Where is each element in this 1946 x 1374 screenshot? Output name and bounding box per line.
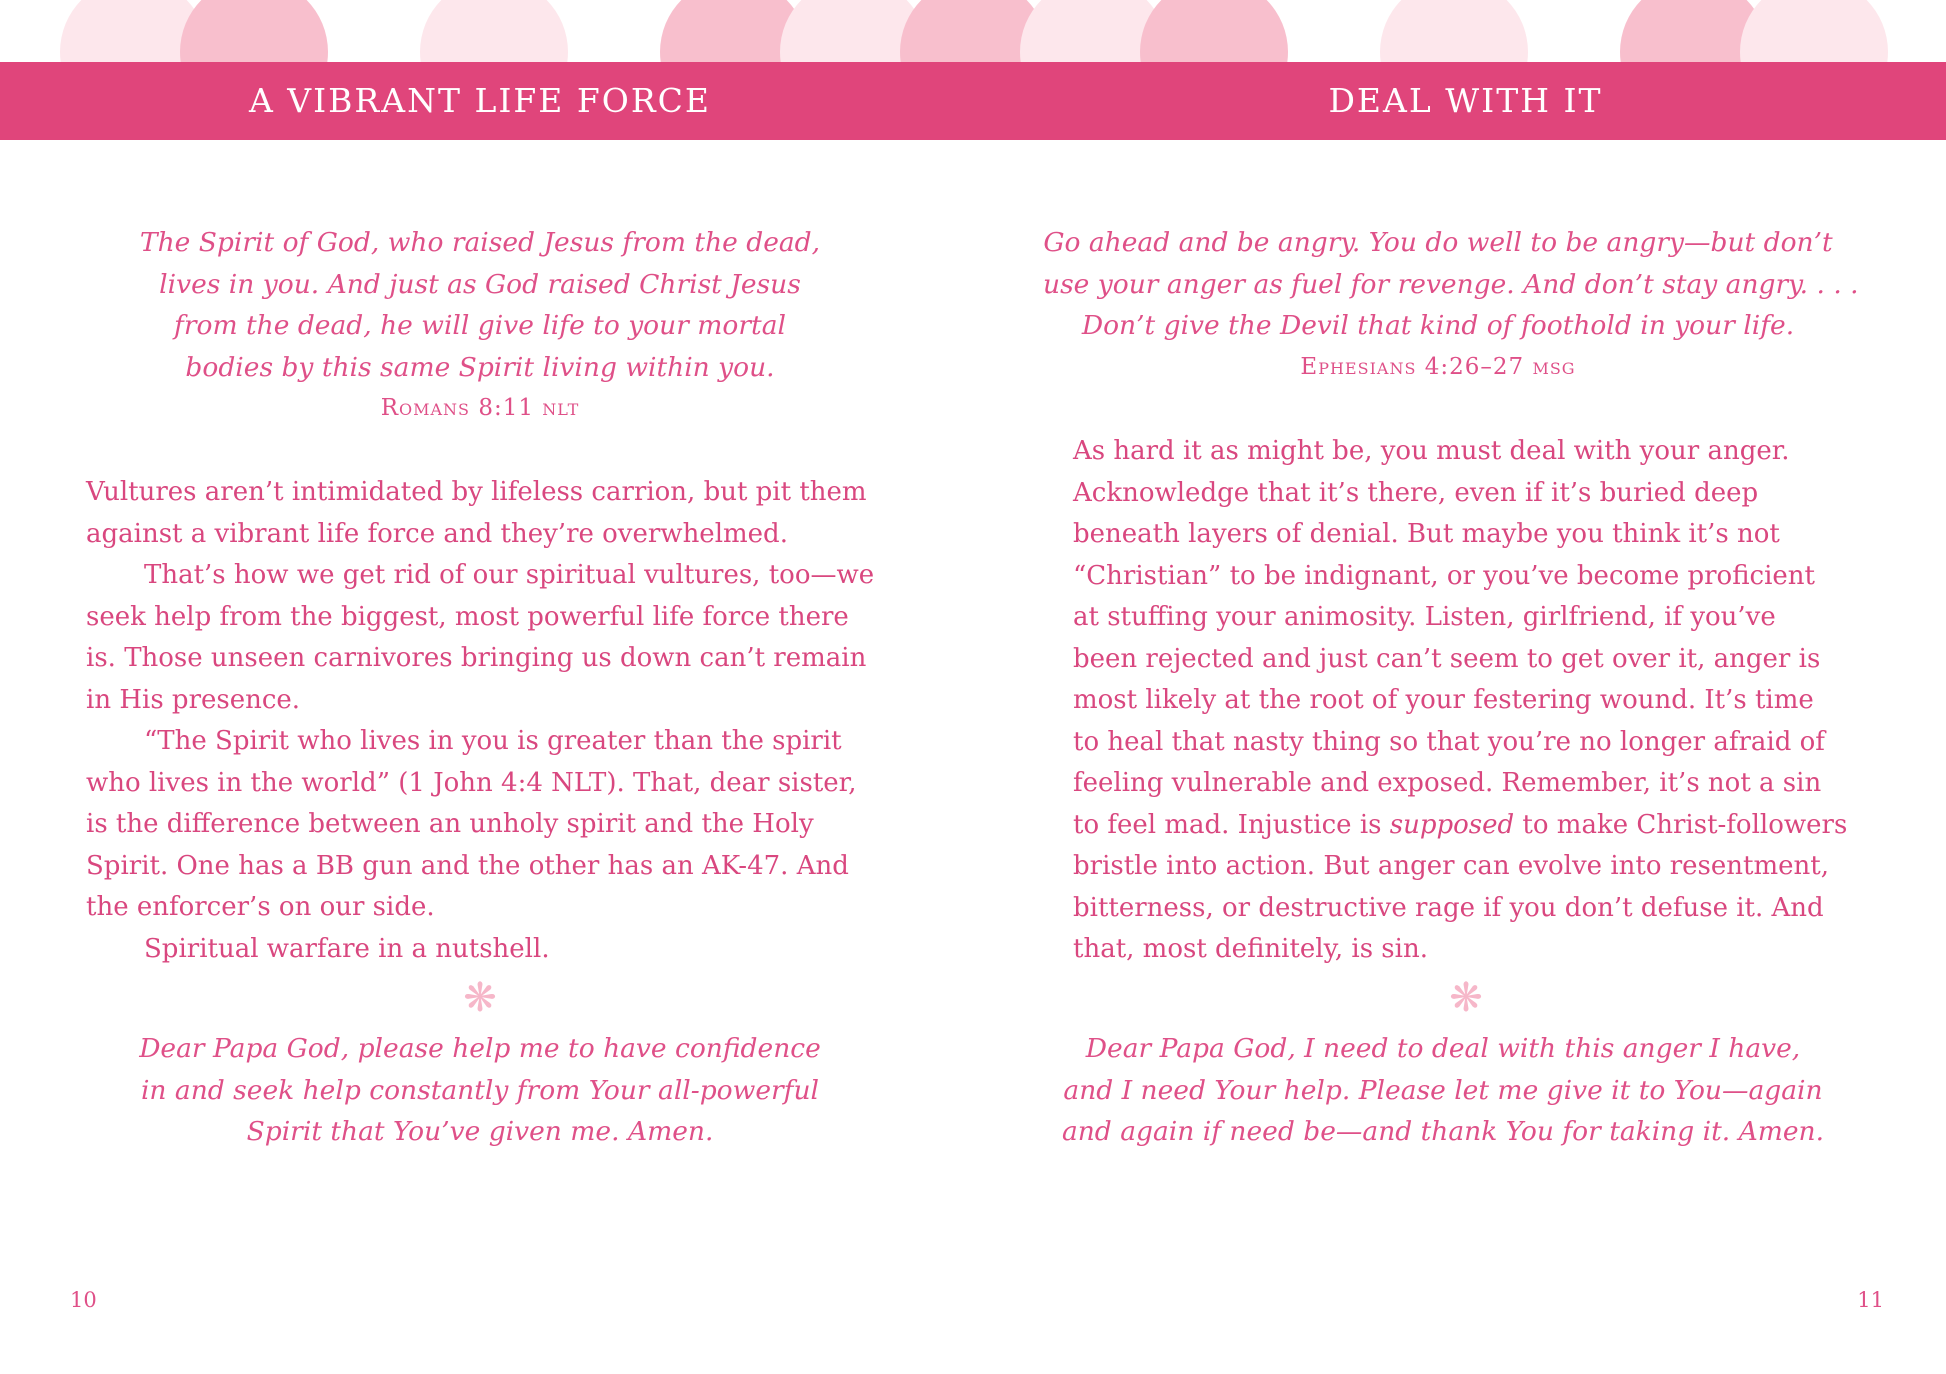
verse-line: Don’t give the Devil that kind of foothold in your life.	[1081, 310, 1795, 341]
body-line: bristle into action. But anger can evolve into resentment,	[1073, 851, 1829, 881]
emphasis-text: supposed	[1389, 809, 1515, 840]
body-line: that, most definitely, is sin.	[1073, 934, 1428, 964]
page-number: 10	[70, 1288, 97, 1312]
prayer-line: Dear Papa God, I need to deal with this anger I have,	[1085, 1033, 1801, 1064]
verse-line: The Spirit of God, who raised Jesus from the dead,	[139, 227, 821, 258]
body-line	[1073, 805, 1893, 847]
left-page	[0, 140, 973, 1374]
left-page-title: A VIBRANT LIFE FORCE	[248, 81, 712, 120]
body-line: who lives in the world” (1 John 4:4 NLT). That, dear sister,	[86, 767, 857, 798]
devotional-body	[1073, 431, 1893, 971]
prayer-line: Spirit that You’ve given me. Amen.	[246, 1116, 714, 1147]
verse-reference: Ephesians 4:26–27 msg	[1300, 353, 1576, 380]
body-line: seek help from the biggest, most powerful life force there	[86, 601, 849, 632]
body-line: the enforcer’s on our side.	[86, 892, 435, 922]
decorative-dot	[180, 0, 328, 62]
verse-line: lives in you. And just as God raised Christ Jesus	[159, 268, 801, 300]
verse-line: Go ahead and be angry. You do well to be angry—but don’t	[1043, 227, 1833, 258]
prayer-line: Dear Papa God, please help me to have confidence	[139, 1033, 821, 1064]
page-number: 11	[1857, 1288, 1884, 1312]
decorative-dot	[420, 0, 568, 62]
body-line: at stuffing your animosity. Listen, girlfriend, if you’ve	[1073, 602, 1776, 632]
verse-reference: Romans 8:11 nlt	[380, 395, 580, 421]
prayer-text	[110, 1028, 850, 1153]
body-line: is the difference between an unholy spirit and the Holy	[86, 809, 814, 839]
body-line: Vultures aren’t intimidated by lifeless carrion, but pit them	[86, 477, 867, 507]
prayer-line: and again if need be—and thank You for taking it. Amen.	[1061, 1116, 1825, 1147]
decorative-dot	[1380, 0, 1528, 62]
verse-line: from the dead, he will give life to your mortal	[174, 310, 786, 341]
body-text-segment: to make Christ-followers	[1514, 809, 1848, 840]
body-line: Spiritual warfare in a nutshell.	[144, 933, 550, 964]
right-page	[973, 140, 1946, 1374]
verse-line: bodies by this same Spirit living within you.	[185, 351, 775, 383]
flower-ornament-icon: ❋	[463, 975, 497, 1021]
body-line: in His presence.	[86, 684, 301, 715]
body-line: That’s how we get rid of our spiritual vultures, too—we	[144, 560, 875, 590]
decorative-dot	[1140, 0, 1288, 62]
flower-ornament-icon: ❋	[1449, 975, 1483, 1021]
body-line: to heal that nasty thing so that you’re no longer afraid of	[1073, 726, 1825, 757]
header-band	[0, 62, 1946, 140]
body-line: Spirit. One has a BB gun and the other has an AK-47. And	[86, 850, 849, 881]
polka-dot-border	[0, 0, 1946, 62]
devotional-body	[86, 472, 886, 970]
scripture-quote	[1043, 222, 1859, 388]
body-line: bitterness, or destructive rage if you don’t defuse it. And	[1073, 892, 1824, 923]
body-line: is. Those unseen carnivores bringing us down can’t remain	[86, 643, 867, 673]
verse-line: use your anger as fuel for revenge. And don’t stay angry. . . .	[1043, 268, 1859, 300]
body-line: As hard it as might be, you must deal with your anger.	[1073, 436, 1790, 466]
scripture-quote	[110, 222, 850, 430]
body-line: feeling vulnerable and exposed. Remember, it’s not a sin	[1073, 768, 1822, 798]
body-line: Acknowledge that it’s there, even if it’s buried deep	[1073, 477, 1759, 508]
body-line: most likely at the root of your festering wound. It’s time	[1073, 685, 1814, 715]
decorative-dot	[1740, 0, 1888, 62]
body-line: “Christian” to be indignant, or you’ve become proficient	[1073, 560, 1815, 591]
prayer-line: in and seek help constantly from Your all-powerful	[140, 1074, 820, 1106]
prayer-line: and I need Your help. Please let me give it to You—again	[1063, 1074, 1823, 1106]
body-line: “The Spirit who lives in you is greater than the spirit	[144, 726, 842, 756]
body-line: beneath layers of denial. But maybe you think it’s not	[1073, 519, 1780, 549]
body-text-segment: to feel mad. Injustice is	[1073, 809, 1390, 840]
body-line: been rejected and just can’t seem to get over it, anger is	[1073, 643, 1821, 674]
right-page-title: DEAL WITH IT	[1328, 81, 1603, 120]
body-line: against a vibrant life force and they’re overwhelmed.	[86, 518, 788, 549]
prayer-text	[1053, 1028, 1833, 1153]
